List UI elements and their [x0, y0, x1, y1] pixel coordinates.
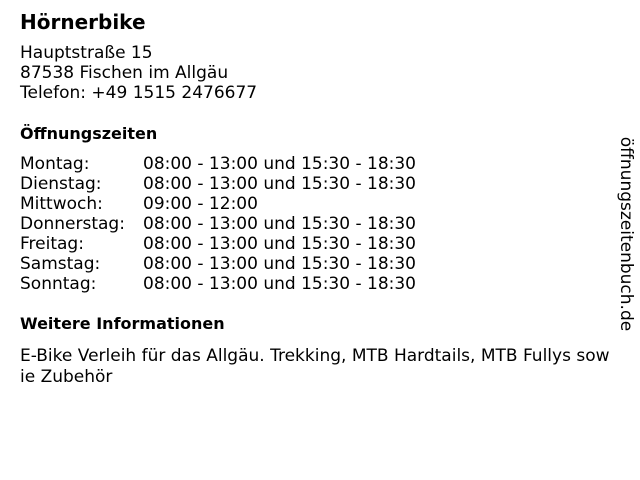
watermark-text: öffnungszeitenbuch.de [616, 136, 636, 332]
street-address: Hauptstraße 15 [20, 43, 153, 63]
hours-time: 09:00 - 12:00 [143, 194, 258, 214]
hours-row [20, 234, 460, 254]
hours-heading: Öffnungszeiten [20, 124, 158, 143]
address-block [20, 43, 257, 103]
info-text: E-Bike Verleih für das Allgäu. Trekking, MTB Hardtails, MTB Fullys sowie Zubehör [20, 346, 610, 387]
hours-row [20, 274, 460, 294]
watermark [612, 134, 640, 334]
hours-time: 08:00 - 13:00 und 15:30 - 18:30 [143, 254, 416, 274]
hours-day: Montag: [20, 154, 90, 174]
hours-time: 08:00 - 13:00 und 15:30 - 18:30 [143, 154, 416, 174]
hours-row [20, 254, 460, 274]
hours-table [20, 154, 460, 294]
phone-number: Telefon: +49 1515 2476677 [20, 83, 258, 103]
hours-row [20, 194, 460, 214]
hours-time: 08:00 - 13:00 und 15:30 - 18:30 [143, 274, 416, 294]
hours-row [20, 154, 460, 174]
business-name: Hörnerbike [20, 10, 146, 34]
hours-day: Donnerstag: [20, 214, 125, 234]
city-address: 87538 Fischen im Allgäu [20, 63, 229, 83]
hours-time: 08:00 - 13:00 und 15:30 - 18:30 [143, 174, 416, 194]
hours-day: Samstag: [20, 254, 101, 274]
hours-row [20, 214, 460, 234]
hours-day: Dienstag: [20, 174, 102, 194]
hours-day: Mittwoch: [20, 194, 103, 214]
hours-day: Sonntag: [20, 274, 97, 294]
hours-time: 08:00 - 13:00 und 15:30 - 18:30 [143, 234, 416, 254]
hours-day: Freitag: [20, 234, 84, 254]
hours-time: 08:00 - 13:00 und 15:30 - 18:30 [143, 214, 416, 234]
info-heading: Weitere Informationen [20, 314, 225, 333]
hours-row [20, 174, 460, 194]
